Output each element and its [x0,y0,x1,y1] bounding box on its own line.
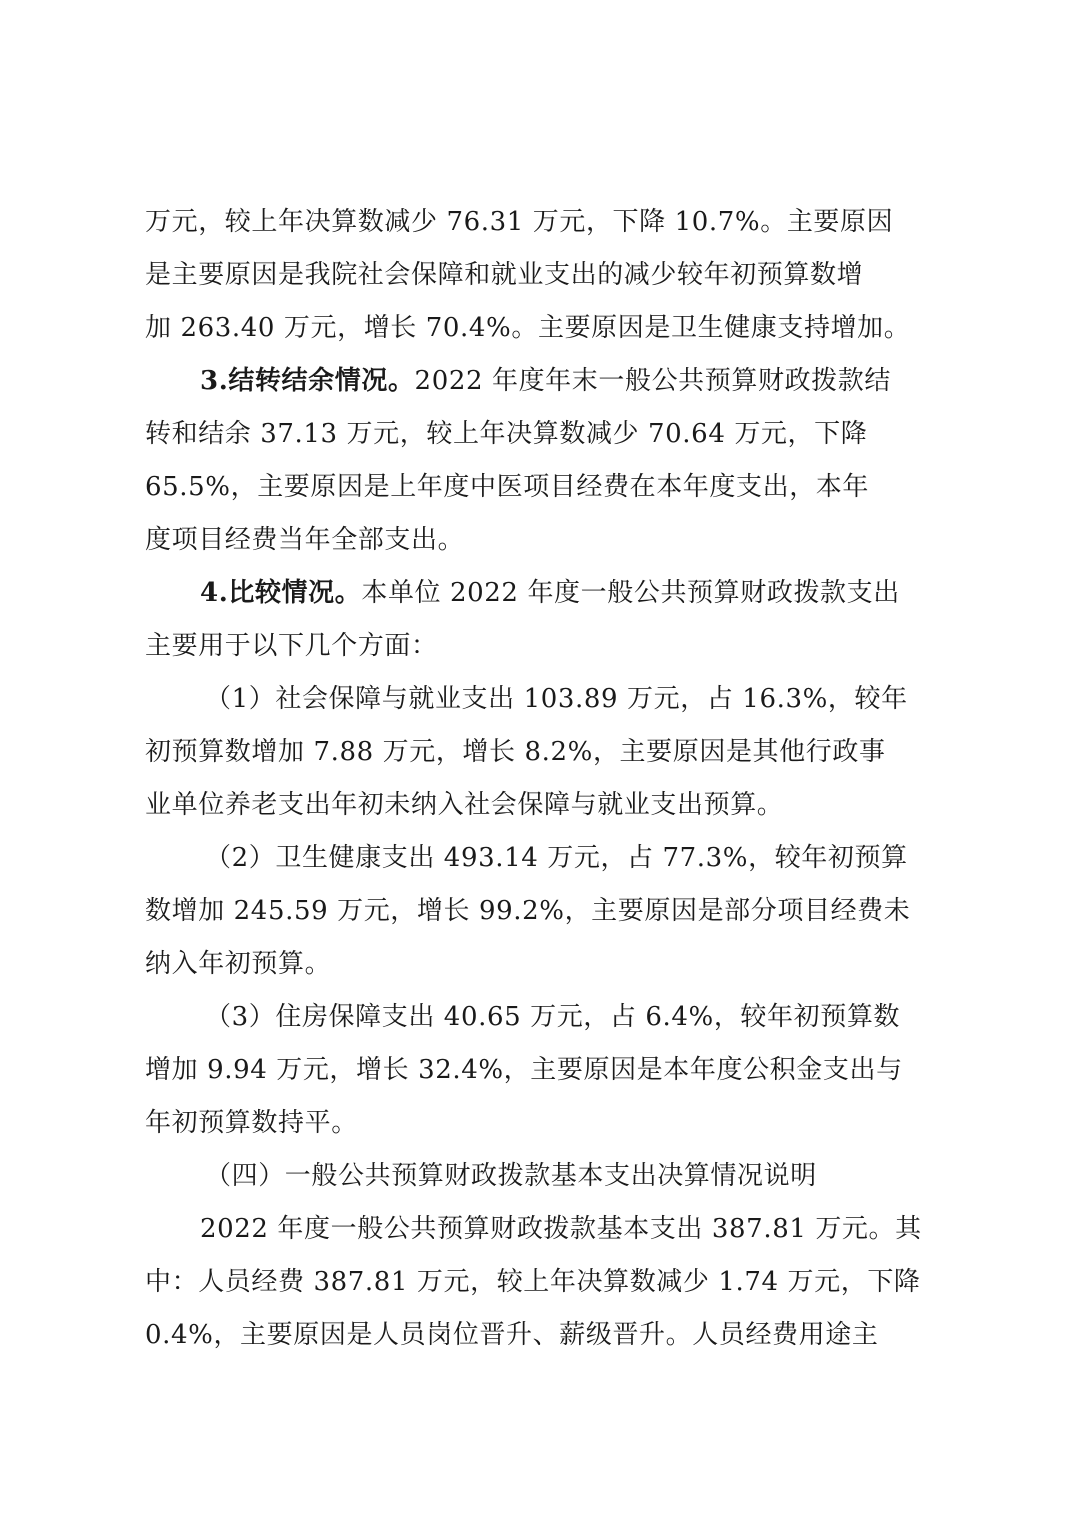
list-item-line: （1）社会保障与就业支出 103.89 万元，占 16.3%，较年 [205,684,908,714]
paragraph-line: 65.5%，主要原因是上年度中医项目经费在本年度支出，本年 [145,472,869,502]
list-item-line: （2）卫生健康支出 493.14 万元，占 77.3%，较年初预算 [205,843,908,873]
paragraph-line: 数增加 245.59 万元，增长 99.2%，主要原因是部分项目经费未 [145,896,911,926]
paragraph-line: 是主要原因是我院社会保障和就业支出的减少较年初预算数增 [145,260,864,290]
paragraph-line: 纳入年初预算。 [145,949,332,979]
paragraph-line: 中：人员经费 387.81 万元，较上年决算数减少 1.74 万元，下降 [145,1267,921,1297]
subsection-heading-line: （四）一般公共预算财政拨款基本支出决算情况说明 [205,1161,817,1191]
section-heading: 3.结转结余情况。 [200,366,415,396]
paragraph-line: 0.4%，主要原因是人员岗位晋升、薪级晋升。人员经费用途主 [145,1320,879,1350]
paragraph-line: 度项目经费当年全部支出。 [145,525,465,555]
paragraph-line: 万元，较上年决算数减少 76.31 万元，下降 10.7%。主要原因 [145,207,894,237]
paragraph-line: 转和结余 37.13 万元，较上年决算数减少 70.64 万元，下降 [145,419,868,449]
paragraph-line: 增加 9.94 万元，增长 32.4%，主要原因是本年度公积金支出与 [145,1055,903,1085]
section-heading: 4.比较情况。 [200,578,362,608]
section-4-heading-line: 4.比较情况。本单位 2022 年度一般公共预算财政拨款支出 [200,578,900,608]
section-3-heading-line: 3.结转结余情况。2022 年度年末一般公共预算财政拨款结 [200,366,891,396]
list-item-line: （3）住房保障支出 40.65 万元，占 6.4%，较年初预算数 [205,1002,901,1032]
paragraph-line: 加 263.40 万元，增长 70.4%。主要原因是卫生健康支持增加。 [145,313,911,343]
paragraph-line: 主要用于以下几个方面： [145,631,438,661]
paragraph-line: 业单位养老支出年初未纳入社会保障与就业支出预算。 [145,790,784,820]
paragraph-line: 初预算数增加 7.88 万元，增长 8.2%，主要原因是其他行政事 [145,737,886,767]
paragraph-line: 2022 年度一般公共预算财政拨款基本支出 387.81 万元。其 [200,1214,922,1244]
paragraph-line: 年初预算数持平。 [145,1108,358,1138]
